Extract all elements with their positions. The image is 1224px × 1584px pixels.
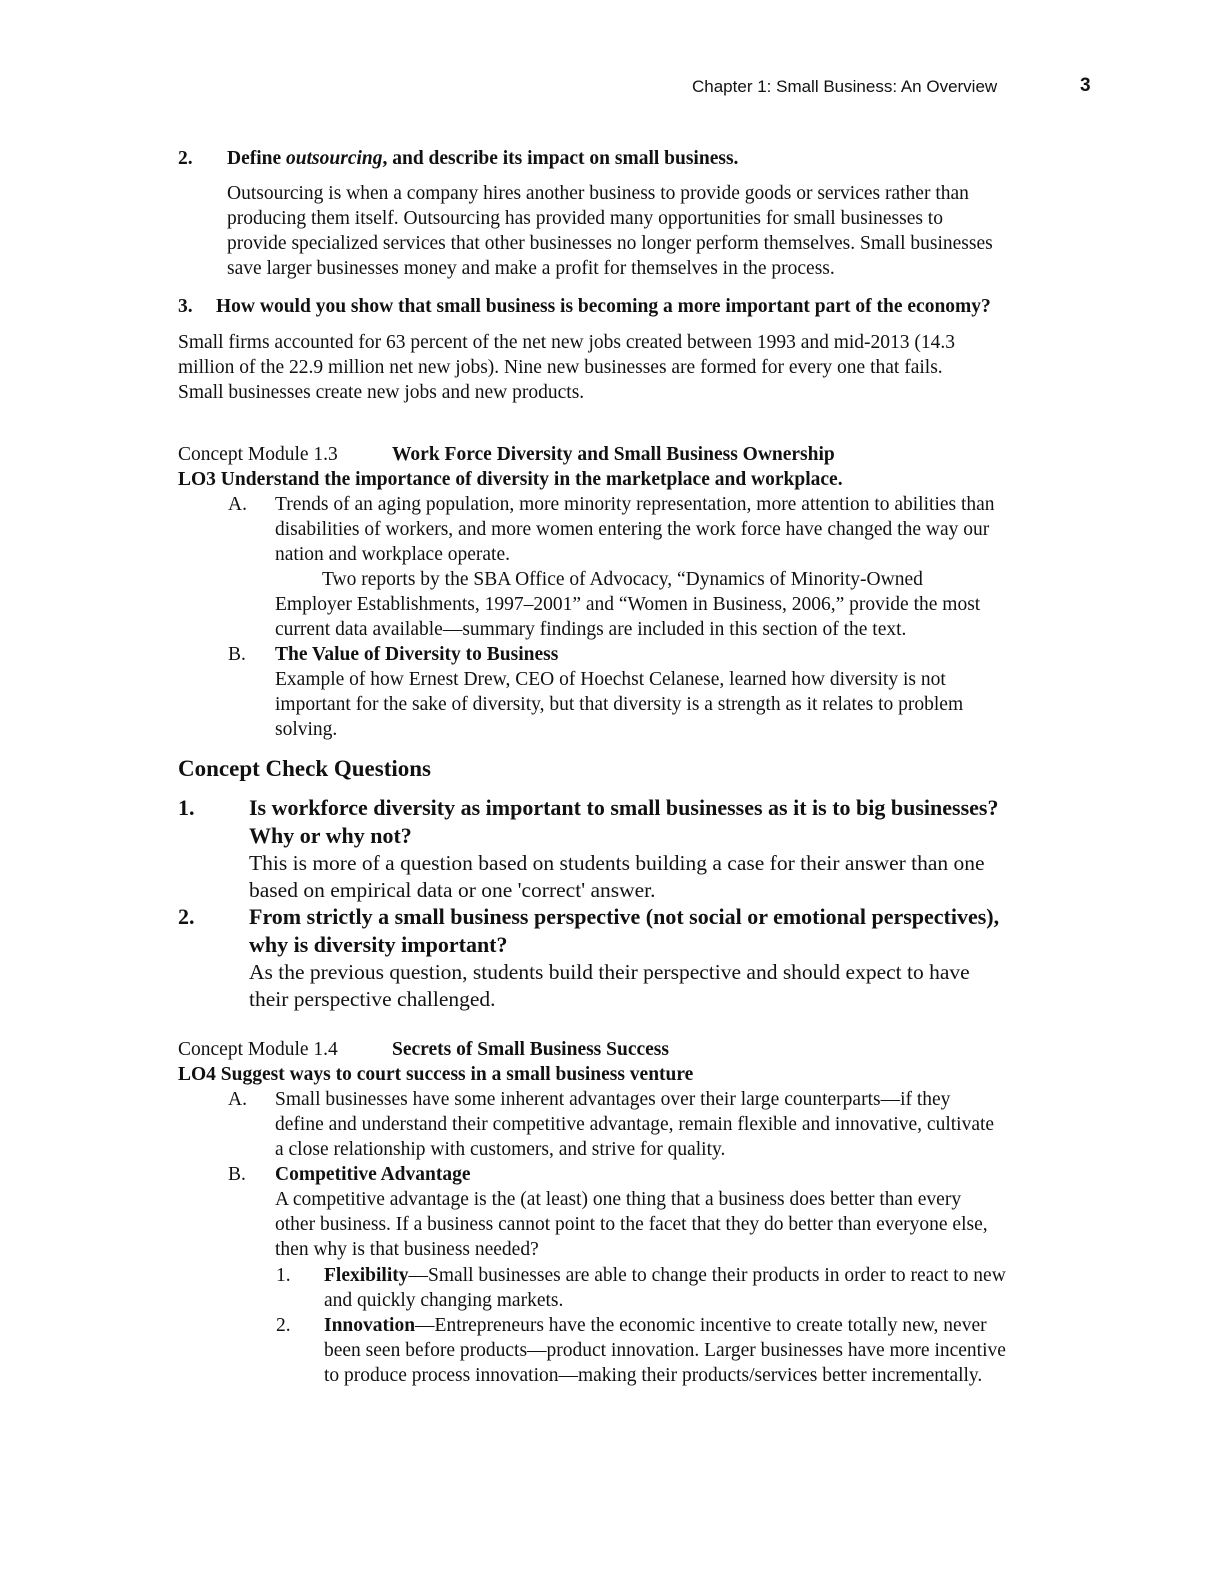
check-q1-question-line: Is workforce diversity as important to small businesses as it is to big businesses? bbox=[249, 795, 999, 820]
module-1-3-a-para2-line: Two reports by the SBA Office of Advocacy, “Dynamics of Minority-Owned bbox=[322, 569, 923, 590]
module-1-3-a-letter: A. bbox=[228, 494, 247, 515]
q3-answer-line: million of the 22.9 million net new jobs). Nine new businesses are formed for every one that fails. bbox=[178, 357, 943, 378]
q3-number: 3. bbox=[178, 296, 193, 317]
module-1-4-a-line: a close relationship with customers, and strive for quality. bbox=[275, 1139, 726, 1160]
sub-2-line1-rest: —Entrepreneurs have the economic incentive to create totally new, never bbox=[415, 1315, 987, 1336]
check-q1-answer-line: This is more of a question based on students building a case for their answer than one bbox=[249, 851, 985, 875]
lo3-heading: LO3 Understand the importance of diversity in the marketplace and workplace. bbox=[178, 469, 843, 490]
module-1-3-b-line: solving. bbox=[275, 719, 338, 740]
check-q2 bbox=[249, 903, 999, 1013]
q2-prompt-term: outsourcing bbox=[286, 148, 383, 169]
check-q2-number: 2. bbox=[178, 904, 195, 929]
running-header: Chapter 1: Small Business: An Overview bbox=[692, 77, 998, 96]
module-1-4-a-line: define and understand their competitive advantage, remain flexible and innovative, cultivate bbox=[275, 1114, 995, 1135]
page-number: 3 bbox=[1080, 75, 1091, 96]
check-q2-question-line: From strictly a small business perspective (not social or emotional perspectives), bbox=[249, 904, 1000, 929]
q2-prompt-before: Define bbox=[227, 148, 287, 169]
check-q2-question-line: why is diversity important? bbox=[249, 932, 508, 957]
module-1-4-b-line: A competitive advantage is the (at least) one thing that a business does better than every bbox=[275, 1189, 962, 1210]
module-1-3-a-text bbox=[275, 492, 995, 642]
q2-answer bbox=[227, 181, 993, 281]
module-1-3-a-para2-line: current data available—summary findings are included in this section of the text. bbox=[275, 619, 907, 640]
check-q2-answer-line: As the previous question, students build their perspective and should expect to have bbox=[249, 960, 970, 984]
q3-answer-line: Small businesses create new jobs and new products. bbox=[178, 382, 585, 403]
module-1-3-b-text bbox=[275, 642, 963, 742]
module-1-4-label: Concept Module 1.4 bbox=[178, 1039, 338, 1060]
module-1-3-label: Concept Module 1.3 bbox=[178, 444, 338, 465]
sub-2-number: 2. bbox=[276, 1315, 291, 1336]
module-1-3-a-line: disabilities of workers, and more women entering the work force have changed the way our bbox=[275, 519, 990, 540]
sub-1-line1-rest: —Small businesses are able to change their products in order to react to new bbox=[408, 1265, 1006, 1286]
q2-number: 2. bbox=[178, 148, 193, 169]
module-1-3-b-title: The Value of Diversity to Business bbox=[275, 644, 559, 665]
sub-1-text bbox=[324, 1263, 1006, 1313]
q3-answer bbox=[178, 330, 955, 405]
q2-prompt bbox=[227, 146, 738, 171]
module-1-4-a-letter: A. bbox=[228, 1089, 247, 1110]
q3-prompt: How would you show that small business is becoming a more important part of the economy? bbox=[216, 296, 991, 317]
concept-check-heading: Concept Check Questions bbox=[178, 756, 432, 781]
sub-1-number: 1. bbox=[276, 1265, 291, 1286]
module-1-4-b-line: other business. If a business cannot point to the facet that they do better than everyone else, bbox=[275, 1214, 988, 1235]
module-1-3-a-line: Trends of an aging population, more minority representation, more attention to abilities than bbox=[275, 494, 995, 515]
q3-answer-line: Small firms accounted for 63 percent of the net new jobs created between 1993 and mid-2013 (14.3 bbox=[178, 332, 956, 353]
module-1-3-b-line: important for the sake of diversity, but that diversity is a strength as it relates to problem bbox=[275, 694, 964, 715]
lo4-heading: LO4 Suggest ways to court success in a small business venture bbox=[178, 1064, 694, 1085]
sub-2-text bbox=[324, 1313, 1006, 1388]
q2-prompt-after: , and describe its impact on small business. bbox=[382, 148, 739, 169]
sub-1-term: Flexibility bbox=[324, 1265, 409, 1286]
module-1-4-title: Secrets of Small Business Success bbox=[392, 1039, 669, 1060]
q2-answer-line: save larger businesses money and make a profit for themselves in the process. bbox=[227, 258, 835, 279]
q2-answer-line: Outsourcing is when a company hires another business to provide goods or services rather than bbox=[227, 183, 969, 204]
sub-1-line: and quickly changing markets. bbox=[324, 1290, 564, 1311]
module-1-4-b-title: Competitive Advantage bbox=[275, 1164, 471, 1185]
check-q1-question-line: Why or why not? bbox=[249, 823, 412, 848]
q2-answer-line: producing them itself. Outsourcing has provided many opportunities for small businesses to bbox=[227, 208, 943, 229]
module-1-3-b-line: Example of how Ernest Drew, CEO of Hoechst Celanese, learned how diversity is not bbox=[275, 669, 946, 690]
q2-answer-line: provide specialized services that other businesses no longer perform themselves. Small businesses bbox=[227, 233, 993, 254]
module-1-4-a-line: Small businesses have some inherent advantages over their large counterparts—if they bbox=[275, 1089, 951, 1110]
module-1-3-title: Work Force Diversity and Small Business Ownership bbox=[392, 444, 835, 465]
module-1-4-b-letter: B. bbox=[228, 1164, 246, 1185]
module-1-4-b-line: then why is that business needed? bbox=[275, 1239, 539, 1260]
sub-1-line bbox=[324, 1263, 1006, 1288]
check-q1 bbox=[249, 794, 998, 904]
sub-2-term: Innovation bbox=[324, 1315, 416, 1336]
module-1-3-b-letter: B. bbox=[228, 644, 246, 665]
sub-2-line bbox=[324, 1313, 1006, 1338]
check-q1-answer-line: based on empirical data or one 'correct' answer. bbox=[249, 878, 656, 902]
check-q1-number: 1. bbox=[178, 795, 195, 820]
module-1-4-b-text bbox=[275, 1162, 988, 1262]
module-1-4-a-text bbox=[275, 1087, 994, 1162]
module-1-3-a-para2-line: Employer Establishments, 1997–2001” and “Women in Business, 2006,” provide the most bbox=[275, 594, 981, 615]
check-q2-answer-line: their perspective challenged. bbox=[249, 987, 496, 1011]
module-1-3-a-line: nation and workplace operate. bbox=[275, 544, 510, 565]
sub-2-line: to produce process innovation—making their products/services better incrementally. bbox=[324, 1365, 983, 1386]
sub-2-line: been seen before products—product innovation. Larger businesses have more incentive bbox=[324, 1340, 1006, 1361]
